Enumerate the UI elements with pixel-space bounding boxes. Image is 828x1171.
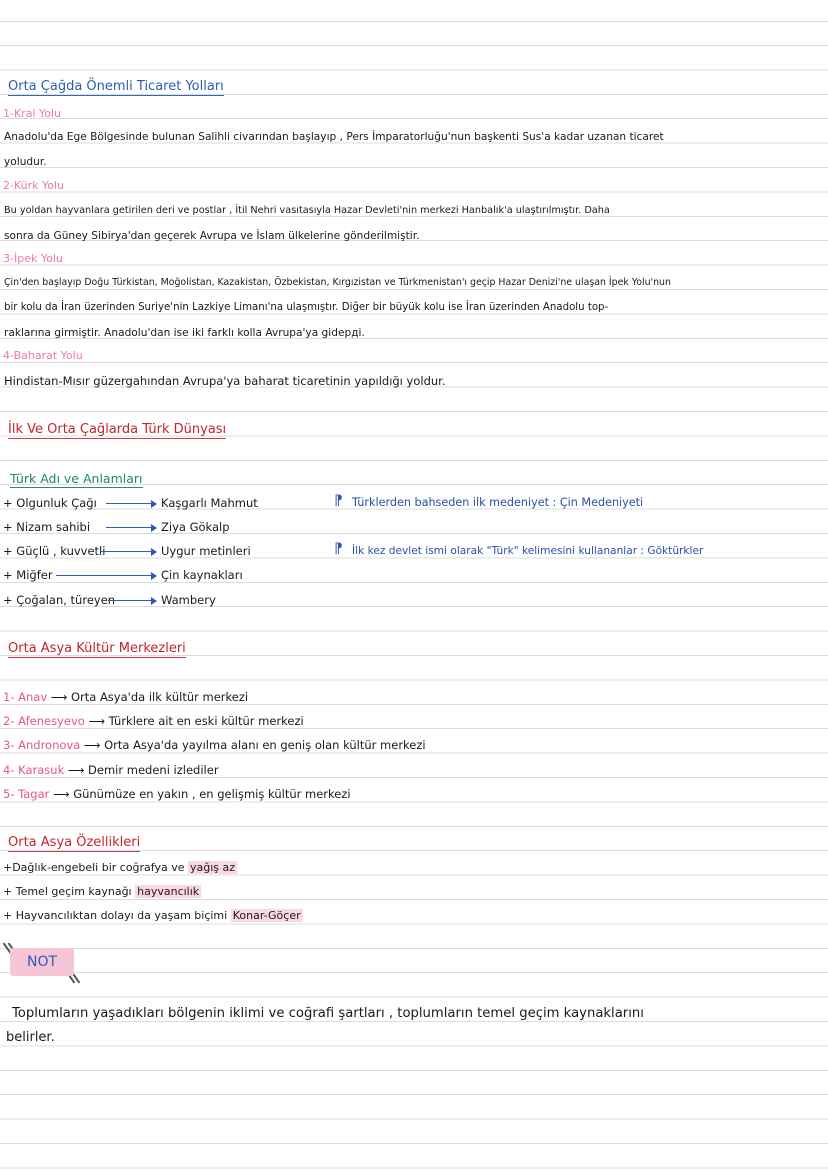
- note-badge-label: NOT: [26, 954, 58, 970]
- note-text-2: belirler.: [6, 1030, 55, 1045]
- feature-item: [3, 885, 201, 899]
- arrow-right-icon: ⟶: [67, 763, 89, 777]
- kral-yolu-text-2: yoludur.: [4, 156, 47, 168]
- note-badge: [10, 948, 74, 976]
- meaning-right: Uygur metinleri: [161, 544, 251, 558]
- arrow-right-icon: ⟶: [83, 738, 105, 752]
- culture-center-item: [3, 738, 426, 752]
- kral-yolu-heading: 1-Kral Yolu: [3, 107, 62, 120]
- section-title-ozellikler: Orta Asya Özellikleri: [8, 835, 141, 850]
- culture-center-item: [3, 763, 219, 777]
- arrow-right-icon: [106, 527, 156, 528]
- section-title-trade-routes: Orta Çağda Önemli Ticaret Yolları: [8, 79, 224, 94]
- note-text-1: Toplumların yaşadıkları bölgenin iklimi ve coğrafi şartları , toplumların temel geçim kaynaklarını: [12, 1006, 644, 1021]
- culture-center-desc: Orta Asya'da yayılma alanı en geniş olan kültür merkezi: [104, 738, 426, 752]
- arrow-right-icon: [108, 600, 156, 601]
- meaning-right: Ziya Gökalp: [161, 520, 230, 534]
- meaning-right: Wambery: [161, 593, 216, 607]
- meaning-right: Çin kaynakları: [161, 568, 243, 582]
- turk-adi-subtitle: Türk Adı ve Anlamları: [10, 471, 143, 486]
- meaning-right: Kaşgarlı Mahmut: [161, 496, 258, 510]
- culture-center-item: [3, 787, 351, 801]
- feature-item: [3, 909, 303, 923]
- arrow-right-icon: ⟶: [88, 714, 109, 728]
- culture-center-name: 1- Anav: [3, 690, 48, 704]
- baharat-yolu-heading: 4-Baharat Yolu: [3, 349, 83, 362]
- culture-center-name: 4- Karasuk: [3, 763, 65, 777]
- ipek-yolu-heading: 3-İpek Yolu: [3, 252, 63, 265]
- culture-center-desc: Orta Asya'da ilk kültür merkezi: [70, 690, 249, 704]
- pushpin-icon: ⁋: [334, 493, 343, 509]
- meaning-left: + Miğfer: [3, 568, 53, 582]
- meaning-left: + Çoğalan, türeyen: [3, 593, 116, 607]
- ipek-yolu-text-1: Çin'den başlayıp Doğu Türkistan, Moğolistan, Kazakistan, Özbekistan, Kırgızistan ve Türkmenistan'ı geçip Hazar Denizi'ne ulaşan İpek Yolu'nun: [4, 277, 671, 288]
- culture-center-item: [3, 690, 248, 704]
- section-title-turk-dunyasi: İlk Ve Orta Çağlarda Türk Dünyası: [8, 422, 227, 437]
- kurk-yolu-text-2: sonra da Güney Sibirya'dan geçerek Avrupa ve İslam ülkelerine gönderilmiştir.: [4, 230, 420, 242]
- meaning-left: + Güçlü , kuvvetli: [3, 544, 106, 558]
- pushpin-icon: ⁋: [334, 541, 343, 557]
- arrow-right-icon: [100, 551, 156, 552]
- arrow-right-icon: [56, 575, 156, 576]
- culture-center-desc: Günümüze en yakın , en gelişmiş kültür merkezi: [73, 787, 351, 801]
- kurk-yolu-heading: 2-Kürk Yolu: [3, 179, 65, 192]
- feature-highlight: hayvancılık: [137, 885, 200, 898]
- feature-highlight: Konar-Göçer: [232, 909, 301, 922]
- feature-highlight: yağış az: [190, 861, 236, 874]
- feature-item: [3, 861, 237, 875]
- kral-yolu-text-1: Anadolu'da Ege Bölgesinde bulunan Salihli civarından başlayıp , Pers İmparatorluğu'nun başkenti Sus'a kadar uzanan ticaret: [4, 131, 664, 143]
- ipek-yolu-text-3: raklarına girmiştir. Anadolu'dan ise iki farklı kolla Avrupa'ya gidердi.: [4, 327, 365, 339]
- meaning-left: + Nizam sahibi: [3, 520, 91, 534]
- note-first-civilization: Türklerden bahseden ilk medeniyet : Çin Medeniyeti: [352, 496, 644, 509]
- arrow-right-icon: ⟶: [50, 690, 71, 704]
- section-title-kultur-merkezleri: Orta Asya Kültür Merkezleri: [8, 641, 186, 656]
- feature-text: + Temel geçim kaynağı: [3, 885, 132, 898]
- feature-text: +Dağlık-engebeli bir coğrafya ve: [3, 861, 185, 874]
- culture-center-item: [3, 714, 304, 728]
- feature-text: + Hayvancılıktan dolayı da yaşam biçimi: [3, 909, 228, 922]
- meaning-left: + Olgunluk Çağı: [3, 496, 97, 510]
- culture-center-name: 3- Andronova: [3, 738, 81, 752]
- arrow-right-icon: [106, 503, 156, 504]
- arrow-right-icon: ⟶: [53, 787, 74, 801]
- culture-center-desc: Türklere ait en eski kültür merkezi: [108, 714, 304, 728]
- baharat-yolu-text: Hindistan-Mısır güzergahından Avrupa'ya baharat ticaretinin yapıldığı yoldur.: [4, 374, 446, 388]
- culture-center-name: 2- Afenesyevo: [3, 714, 85, 728]
- note-gokturkler: İlk kez devlet ismi olarak "Türk" kelimesini kullananlar : Göktürkler: [352, 545, 704, 557]
- kurk-yolu-text-1: Bu yoldan hayvanlara getirilen deri ve postlar , İtil Nehri vasıtasıyla Hazar Devleti'nin merkezi Hanbalık'a ulaştırılmıştır. Daha: [4, 205, 610, 216]
- culture-center-name: 5- Tagar: [3, 787, 50, 801]
- culture-center-desc: Demir medeni izlediler: [88, 763, 219, 777]
- ipek-yolu-text-2: bir kolu da İran üzerinden Suriye'nin Lazkiye Limanı'na ulaşmıştır. Diğer bir büyük kolu ise İran üzerinden Anadolu top-: [4, 302, 609, 313]
